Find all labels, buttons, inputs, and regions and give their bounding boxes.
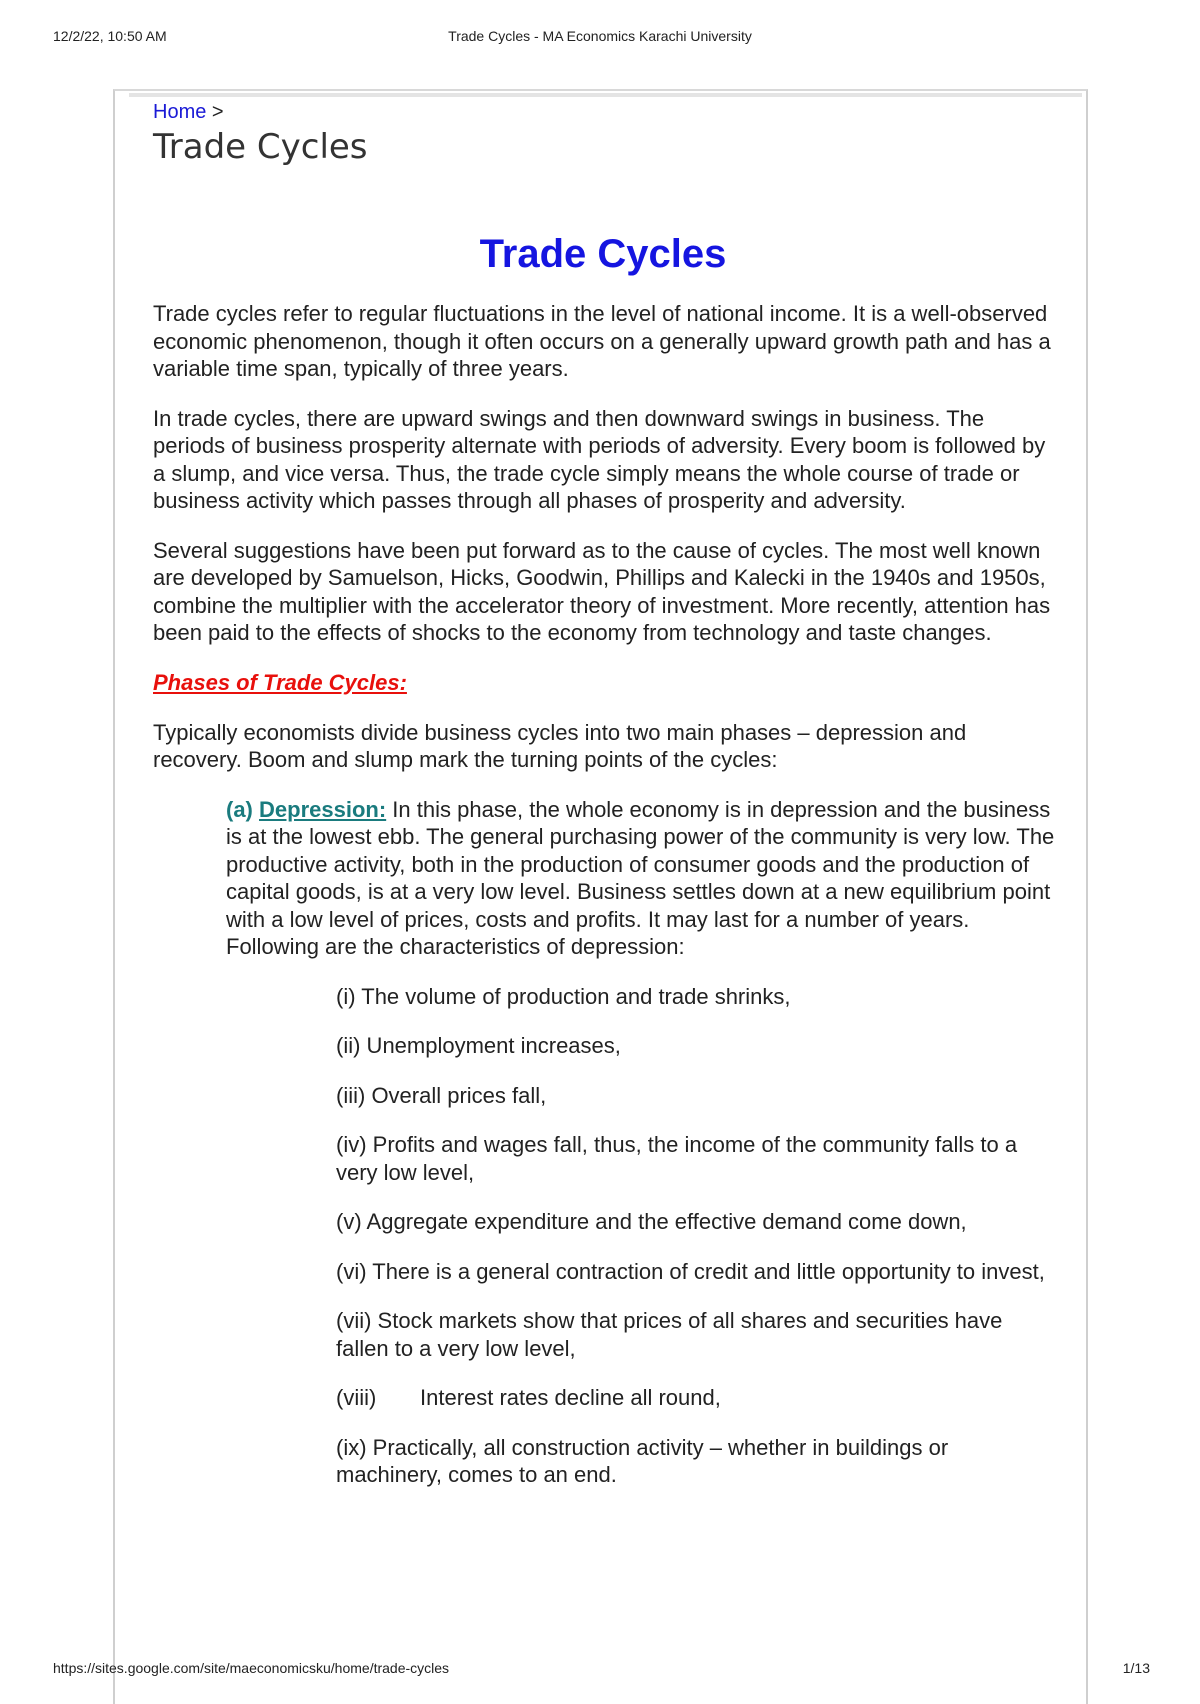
list-item-text: The volume of production and trade shrinks, [355, 983, 791, 1009]
intro-paragraph-2: In trade cycles, there are upward swings and then downward swings in business. The periods of business prosperity alternate with periods of adversity. Every boom is followed by a slump, and vice versa. Thus, the trade cycle simply means the whole course of trade or business activity which passes through all phases of prosperity and adversity. [153, 405, 1046, 513]
breadcrumb-separator: > [211, 101, 224, 123]
list-item-text: Stock markets show that prices of all shares and securities have fallen to a very low level, [336, 1308, 1003, 1361]
list-item-number: (iii) [336, 1082, 366, 1108]
list-item-number: (vii) [336, 1308, 372, 1333]
list-item-number: (ix) [336, 1434, 367, 1460]
section-heading-phases: Phases of Trade Cycles: [153, 669, 407, 695]
intro-paragraph-3: Several suggestions have been put forward as to the cause of cycles. The most well known are developed by Samuelson, Hicks, Goodwin, Phillips and Kalecki in the 1940s and 1950s, combine the multiplier with the accelerator theory of investment. More recently, attention has been paid to the effects of shocks to the economy from technology and taste changes. [153, 537, 1051, 645]
list-item [336, 1384, 1056, 1412]
depression-characteristics-list [336, 983, 1056, 1489]
breadcrumb [153, 100, 1063, 124]
article-title: Trade Cycles [479, 232, 727, 276]
list-item-text: Aggregate expenditure and the effective demand come down, [361, 1209, 967, 1234]
list-item-number: (iv) [336, 1132, 367, 1157]
list-item [336, 1208, 1056, 1236]
list-item-text: Interest rates decline all round, [420, 1385, 721, 1410]
list-item [336, 1131, 1056, 1186]
list-item [336, 1258, 1056, 1286]
print-page-title: Trade Cycles - MA Economics Karachi University [448, 28, 752, 44]
print-footer [0, 1660, 1200, 1680]
page-title: Trade Cycles [153, 127, 368, 167]
list-item-text: Overall prices fall, [365, 1082, 547, 1108]
list-item [336, 1032, 1056, 1060]
phases-intro-paragraph: Typically economists divide business cycles into two main phases – depression and recovery. Boom and slump mark the turning points of the cycles: [153, 719, 967, 772]
list-item-text: Practically, all construction activity – whether in buildings or machinery, comes to an end. [336, 1434, 949, 1487]
print-page-number: 1/13 [1122, 1660, 1150, 1676]
list-item-text: There is a general contraction of credit and little opportunity to invest, [366, 1258, 1045, 1284]
intro-paragraph-1: Trade cycles refer to regular fluctuations in the level of national income. It is a well-observed economic phenomenon, though it often occurs on a generally upward growth path and has a variable time span, typically of three years. [153, 301, 1051, 381]
phase-name-depression: Depression: [259, 796, 387, 822]
main-content [153, 100, 1063, 1511]
list-item [336, 1307, 1056, 1362]
list-item [336, 1434, 1056, 1489]
list-item-number: (viii) [336, 1385, 377, 1410]
breadcrumb-home-link[interactable]: Home [153, 101, 207, 123]
print-url: https://sites.google.com/site/maeconomicsku/home/trade-cycles [53, 1660, 450, 1676]
phase-depression [226, 796, 1056, 961]
phase-label: (a) [226, 796, 253, 822]
list-item-text: Profits and wages fall, thus, the income of the community falls to a very low level, [336, 1132, 1018, 1185]
list-item-number: (i) [336, 983, 356, 1009]
print-header [0, 28, 1200, 48]
phase-description: In this phase, the whole economy is in depression and the business is at the lowest ebb. The general purchasing power of the community is very low. The productive activity, both in the production of consumer goods and the production of capital goods, is at a very low level. Business settles down at a new equilibrium point with a low level of prices, costs and profits. It may last for a number of years. Following are the characteristics of depression: [226, 796, 1055, 959]
list-item-number: (vi) [336, 1258, 367, 1284]
list-item [336, 1082, 1056, 1110]
list-item-number: (ii) [336, 1033, 361, 1058]
list-item-text: Unemployment increases, [360, 1033, 621, 1058]
print-datetime: 12/2/22, 10:50 AM [53, 28, 167, 44]
list-item [336, 983, 1056, 1011]
frame-top-bar [129, 93, 1082, 97]
list-item-number: (v) [336, 1209, 362, 1234]
